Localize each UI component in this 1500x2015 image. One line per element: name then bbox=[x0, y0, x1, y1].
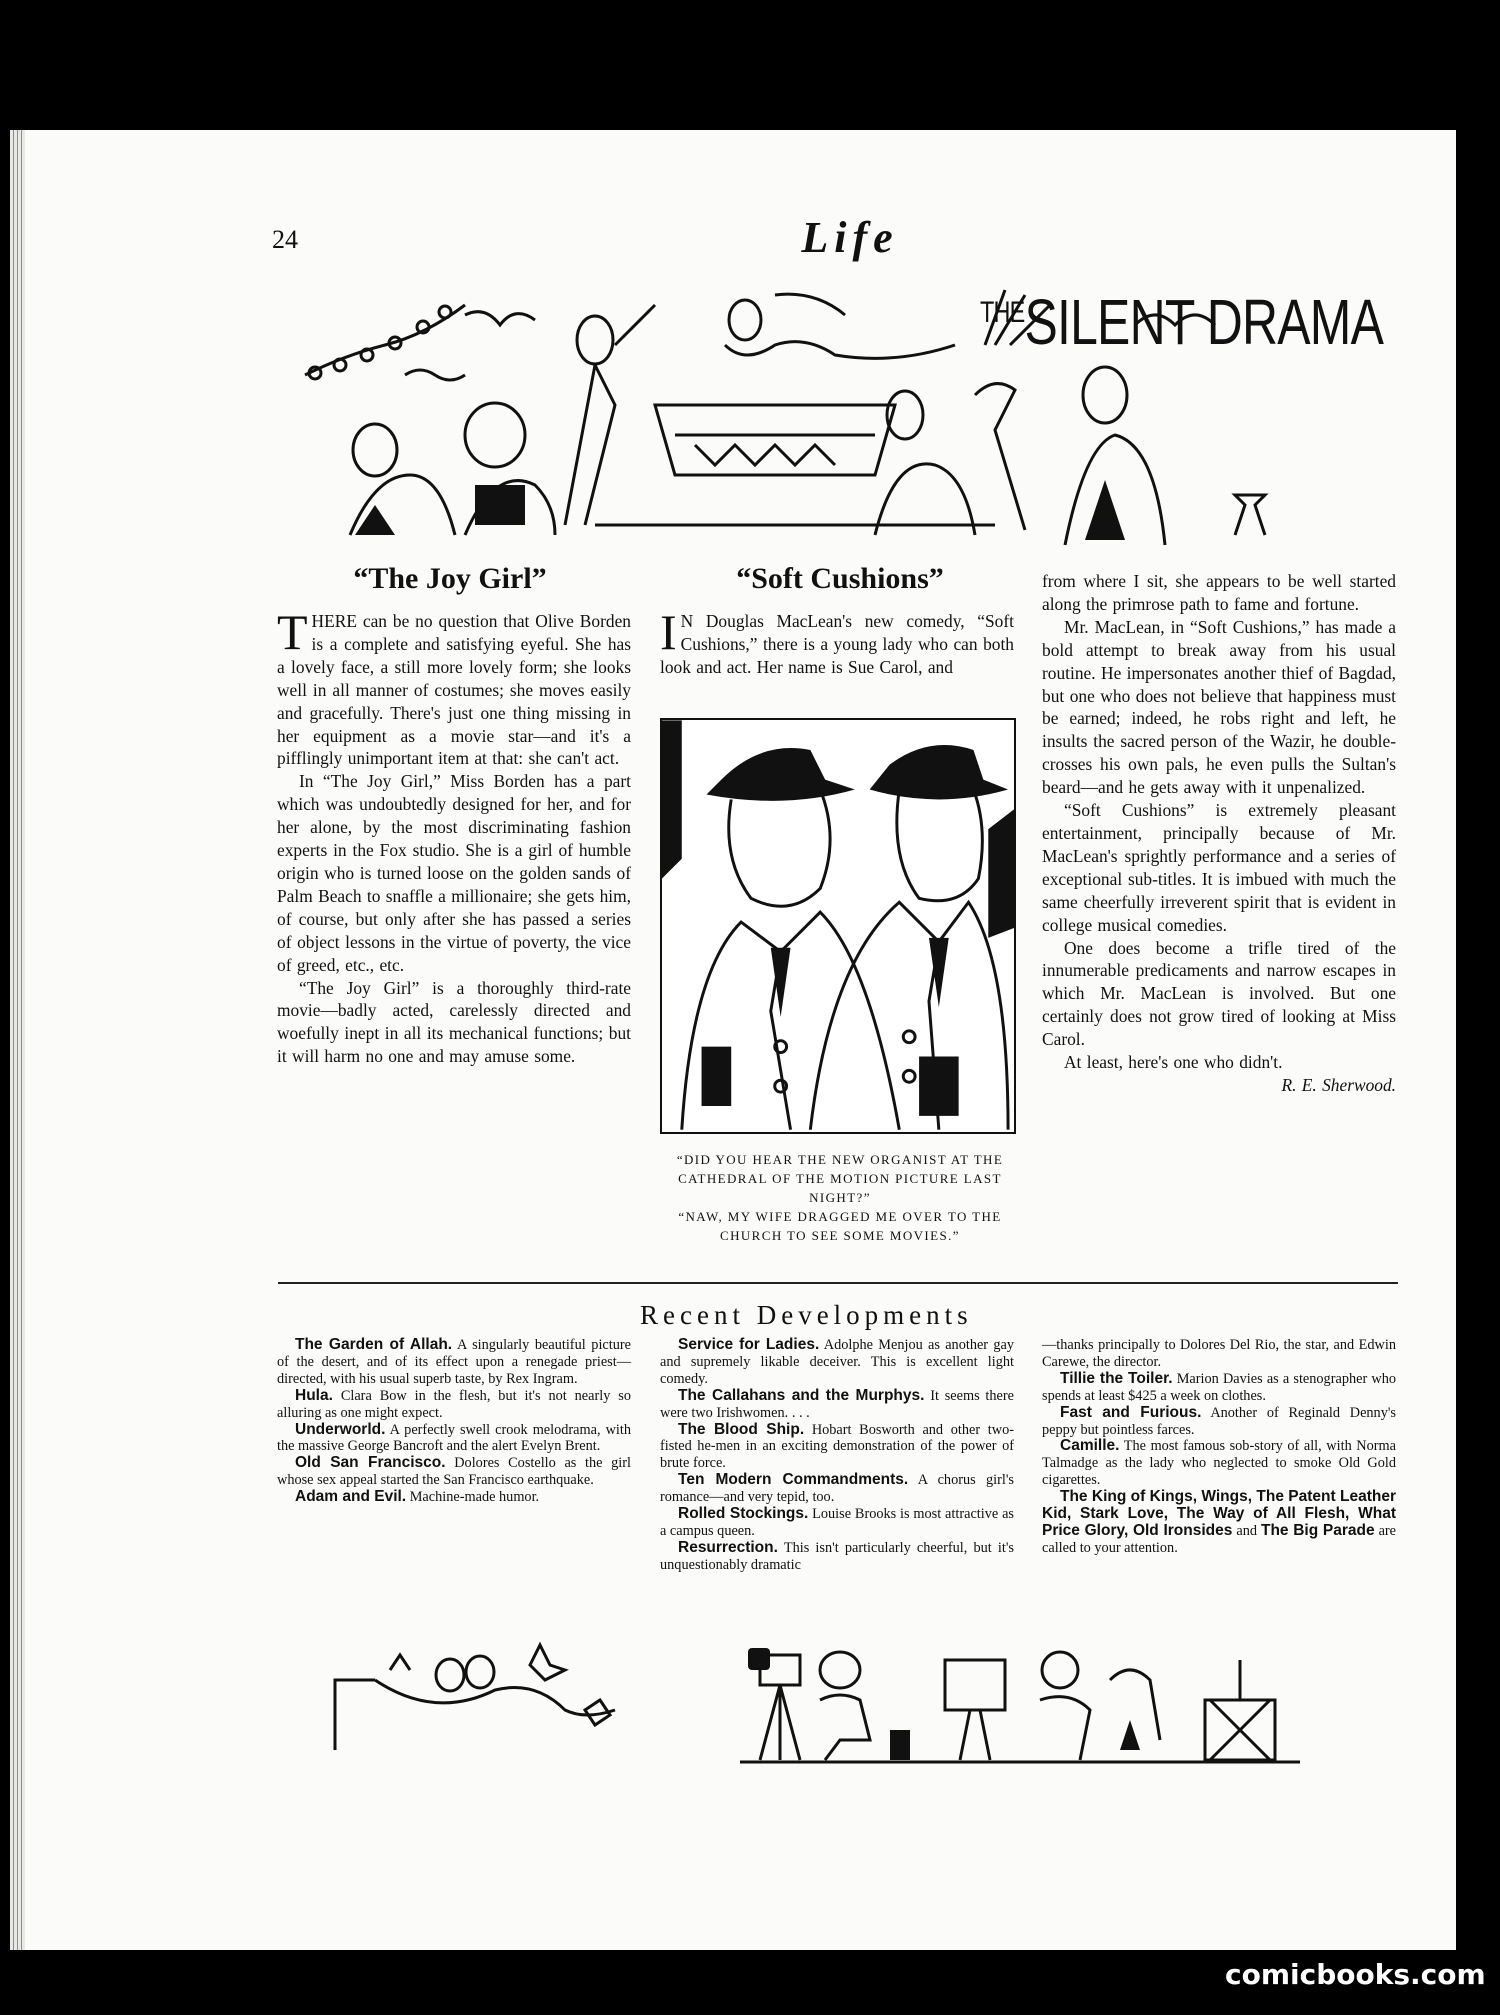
film-note: Dolores Costello as the girl whose sex appeal started the San Francisco earthquake. bbox=[277, 1455, 631, 1489]
list-item bbox=[1042, 1371, 1396, 1405]
hat-right bbox=[870, 745, 1008, 799]
film-title: Underworld. bbox=[295, 1420, 386, 1438]
list-item bbox=[277, 1422, 631, 1456]
film-note: Louise Brooks is most attractive as a campus queen. bbox=[660, 1506, 1014, 1539]
list-item bbox=[277, 1337, 631, 1388]
review-paragraph bbox=[277, 604, 631, 770]
list-item bbox=[660, 1540, 1014, 1574]
list-item bbox=[660, 1506, 1014, 1540]
film-note: A singularly beautiful picture of the desert, and of its effect upon a renegade priest—directed, with his usual superb taste, by Rex Ingram. bbox=[277, 1337, 631, 1387]
review-paragraph: At least, here's one who didn't. bbox=[1064, 1052, 1283, 1073]
section-divider bbox=[278, 1282, 1398, 1284]
dove-left bbox=[405, 370, 465, 380]
site-watermark: comicbooks.com bbox=[1225, 1958, 1486, 1991]
list-item bbox=[277, 1388, 631, 1422]
film-note: Marion Davies as a stenographer who spends at least $425 a week on clothes. bbox=[1042, 1370, 1396, 1404]
recent-column-1 bbox=[277, 1337, 631, 1506]
review-paragraph: from where I sit, she appears to be well started along the primrose path to fame and fortune. bbox=[1042, 571, 1396, 614]
review-paragraph bbox=[660, 604, 1014, 679]
review-column-soft-cushions-start bbox=[660, 604, 1014, 679]
film-note: Another of Reginald Denny's peppy but pointless farces. bbox=[1042, 1404, 1396, 1438]
review-paragraph: One does become a trifle tired of the innumerable predicaments and narrow escapes in which Mr. MacLean is involved. But one certainly does not grow tired of looking at Miss Carol. bbox=[1042, 937, 1396, 1050]
review-title-joy-girl: “The Joy Girl” bbox=[353, 562, 547, 595]
film-note: Clara Bow in the flesh, but it's not nearly so alluring as one might expect. bbox=[277, 1387, 631, 1421]
film-title: The Garden of Allah. bbox=[295, 1336, 453, 1353]
dove-top bbox=[465, 312, 535, 325]
film-note: Machine-made humor. bbox=[409, 1489, 540, 1506]
book-spine-shadow bbox=[1456, 130, 1500, 1950]
film-title: Ten Modern Commandments. bbox=[678, 1471, 909, 1489]
hat-left bbox=[706, 748, 854, 801]
recent-developments-title: Recent Developments bbox=[640, 1300, 973, 1330]
section-title-the: THE bbox=[980, 296, 1025, 329]
list-item bbox=[660, 1388, 1014, 1422]
review-paragraph: “The Joy Girl” is a thoroughly third-rate movie—badly acted, carelessly directed and woefully inept in all its mechanical functions; but it will harm no one and may amuse some. bbox=[277, 977, 631, 1067]
film-note: Adolphe Menjou as another gay and supremely likable deceiver. This is excellent light comedy. bbox=[660, 1337, 1014, 1387]
film-note: A chorus girl's romance—and very tepid, too. bbox=[660, 1472, 1014, 1506]
film-title: The King of Kings, Wings, The Patent Leather Kid, Stark Love, The Way of All Flesh, What Price Glory, Old Ironsides bbox=[1042, 1488, 1396, 1539]
film-note: This isn't particularly cheerful, but it's unquestionably dramatic bbox=[660, 1539, 1014, 1573]
cartoon-caption bbox=[655, 1150, 1025, 1245]
film-note: A perfectly swell crook melodrama, with the massive George Bancroft and the alert Evelyn Brent. bbox=[277, 1421, 631, 1455]
list-item bbox=[660, 1337, 1014, 1388]
film-title: Rolled Stockings. bbox=[678, 1505, 809, 1523]
film-note: —thanks principally to Dolores Del Rio, the star, and Edwin Carewe, the director. bbox=[1042, 1337, 1396, 1370]
film-title: Tillie the Toiler. bbox=[1060, 1369, 1173, 1387]
list-item bbox=[660, 1422, 1014, 1473]
page-number: 24 bbox=[272, 225, 298, 254]
caption-answer: “NAW, MY WIFE DRAGGED ME OVER TO THE CHURCH TO SEE SOME MOVIES.” bbox=[678, 1209, 1002, 1243]
review-paragraph: Mr. MacLean, in “Soft Cushions,” has made a bold attempt to break away from his usual routine. He impersonates another thief of Bagdad, but one who does not believe that happiness must be earned; indeed, he robs right and left, he insults the sacred person of the Wazir, he double-crosses his own pals, he even pulls the Sultan's beard—and he gets away with it unpenalized. bbox=[1042, 616, 1396, 798]
recent-column-3 bbox=[1042, 1337, 1396, 1557]
film-title: The Big Parade bbox=[1260, 1521, 1375, 1539]
film-title: The Blood Ship. bbox=[678, 1420, 805, 1438]
film-title: The Callahans and the Murphys. bbox=[678, 1386, 925, 1404]
list-item bbox=[1042, 1405, 1396, 1439]
magazine-masthead: Life bbox=[801, 213, 899, 262]
review-paragraph: “Soft Cushions” is extremely pleasant entertainment, principally because of Mr. MacLean's sprightly performance and a series of exceptional sub-titles. It is imbued with much the same cheerfully irreverent spirit that is evident in college musical comedies. bbox=[1042, 800, 1396, 935]
review-paragraph: In “The Joy Girl,” Miss Borden has a part which was undoubtedly designed for her, and for her alone, by the most discriminating fashion experts in the Fox studio. She is a girl of humble origin who is turned loose on the golden sands of Palm Beach to snaffle a millionaire; she gets him, of course, but only after she has passed a series of object lessons in the virtue of poverty, the vice of greed, etc., etc. bbox=[277, 771, 631, 975]
review-column-soft-cushions-cont bbox=[1042, 570, 1396, 1097]
drop-cap: I bbox=[660, 604, 677, 660]
section-title bbox=[980, 285, 1383, 359]
list-item bbox=[1042, 1438, 1396, 1489]
drop-cap: T bbox=[277, 604, 308, 660]
review-column-joy-girl bbox=[277, 604, 631, 1068]
list-item bbox=[277, 1455, 631, 1489]
list-item bbox=[277, 1489, 631, 1506]
film-title: Fast and Furious. bbox=[1060, 1403, 1202, 1421]
list-item bbox=[1042, 1337, 1396, 1371]
author-signature: R. E. Sherwood. bbox=[1281, 1074, 1396, 1095]
film-note: and bbox=[1236, 1522, 1258, 1539]
paragraph-text: N Douglas MacLean's new comedy, “Soft Cushions,” there is a young lady who can both look and act. Her name is Sue Carol, and bbox=[660, 611, 1014, 677]
film-note: It seems there were two Irishwomen. . . . bbox=[660, 1387, 1014, 1421]
movie-camera-cartoon-illustration bbox=[740, 1640, 1300, 1765]
birds-on-branch-illustration bbox=[330, 1640, 630, 1760]
film-title: Old San Francisco. bbox=[295, 1454, 446, 1472]
caption-question: “DID YOU HEAR THE NEW ORGANIST AT THE CATHEDRAL OF THE MOTION PICTURE LAST NIGHT?” bbox=[676, 1152, 1004, 1205]
section-title-main: SILENT DRAMA bbox=[1024, 286, 1384, 358]
review-title-soft-cushions: “Soft Cushions” bbox=[736, 562, 944, 595]
film-title: Resurrection. bbox=[678, 1538, 778, 1556]
film-title: Service for Ladies. bbox=[678, 1336, 820, 1353]
recent-column-2 bbox=[660, 1337, 1014, 1574]
film-note: The most famous sob-story of all, with Norma Talmadge as the lady who neglected to smoke Old Gold cigarettes. bbox=[1042, 1438, 1396, 1489]
flapper-figure bbox=[975, 384, 1025, 530]
paragraph-text: HERE can be no question that Olive Borden is a complete and satisfying eyeful. She has a lovely face, a still more lovely form; she looks well in all manner of costumes; she moves easily and gracefully. There's just one thing missing in her equipment as a movie star—and it's a pifflingly unimportant item at that: she can't act. bbox=[277, 611, 631, 769]
film-title: Hula. bbox=[295, 1386, 333, 1404]
film-title: Camille. bbox=[1060, 1437, 1120, 1455]
list-item bbox=[660, 1472, 1014, 1506]
list-item bbox=[1042, 1489, 1396, 1557]
film-title: Adam and Evil. bbox=[295, 1488, 407, 1506]
two-men-in-hats-cartoon bbox=[660, 718, 1016, 1134]
film-note: are called to your attention. bbox=[1042, 1522, 1397, 1556]
film-note: Hobart Bosworth and other two-fisted he-men in an exciting demonstration of the power of brute force. bbox=[660, 1421, 1014, 1472]
